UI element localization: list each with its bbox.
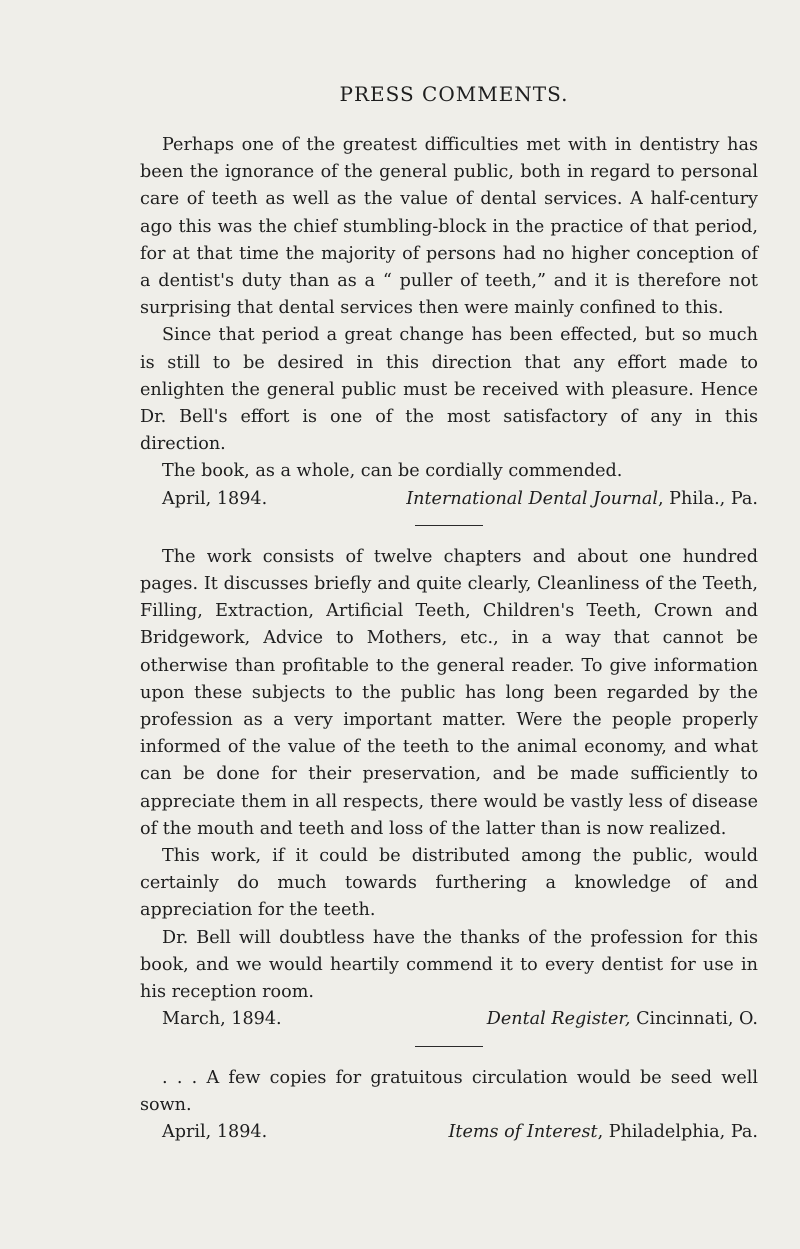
publication-name: International Dental Journal <box>406 488 658 509</box>
publication-place: Cincinnati, O. <box>630 1009 758 1030</box>
comment-source <box>406 486 758 513</box>
press-comment <box>140 544 758 1034</box>
comment-paragraph: This work, if it could be distributed among the public, would certainly do much towards furthering a knowledge of and appreciation for the teeth. <box>140 846 758 921</box>
comment-signature <box>140 486 758 513</box>
press-comment <box>140 1065 758 1147</box>
comment-paragraph: . . . A few copies for gratuitous circulation would be seed well sown. <box>140 1067 758 1115</box>
publication-name: Items of Interest <box>448 1121 598 1142</box>
comment-signature <box>140 1119 758 1146</box>
press-comment <box>140 132 758 513</box>
comment-source <box>487 1006 758 1033</box>
section-divider <box>415 1046 483 1047</box>
page-heading: PRESS COMMENTS. <box>339 82 569 106</box>
comment-source <box>448 1119 758 1146</box>
comment-signature <box>140 1006 758 1033</box>
comment-paragraph: Perhaps one of the greatest difficulties met with in dentistry has been the ignorance of the general public, both in regard to personal care of teeth as well as the value of dental services. A half-century ago this was the chief stumbling-block in the practice of that period, for at that time the majority of persons had no higher conception of a dentist's duty than as a “ puller of teeth,” and it is therefore not surprising that dental services then were mainly confined to this. <box>140 135 758 319</box>
section-divider <box>415 525 483 526</box>
publication-name: Dental Register, <box>486 1009 631 1030</box>
comment-paragraph: Dr. Bell will doubtless have the thanks of the profession for this book, and we would heartily commend it to every dentist for use in his reception room. <box>140 927 758 1003</box>
comment-paragraph: The work consists of twelve chapters and about one hundred pages. It discusses briefly and quite clearly, Cleanliness of the Teeth, Filling, Extraction, Artificial Teeth, Children's Teeth, Crown and Bridgework, Advice to Mothers, etc., in a way that cannot be otherwise than profitable to the general reader. To give information upon these subjects to the public has long been regarded by the profession as a very important matter. Were the people properly informed of the value of the teeth to the animal economy, and what can be done for their preservation, and be made sufficiently to appreciate them in all respects, there would be vastly less of disease of the mouth and teeth and loss of the latter than is now realized. <box>140 546 758 839</box>
comment-paragraph: Since that period a great change has been effected, but so much is still to be desired in this direction that any effort made to enlighten the general public must be received with pleasure. Hence Dr. Bell's effort is one of the most satisfactory of any in this direction. <box>140 325 758 455</box>
publication-place: , Phila., Pa. <box>657 488 758 509</box>
comment-date: April, 1894. <box>162 1121 268 1142</box>
publication-place: , Philadelphia, Pa. <box>597 1121 758 1142</box>
comment-paragraph: The book, as a whole, can be cordially commended. <box>162 461 623 482</box>
comment-date: March, 1894. <box>162 1009 282 1030</box>
comment-date: April, 1894. <box>162 488 268 509</box>
